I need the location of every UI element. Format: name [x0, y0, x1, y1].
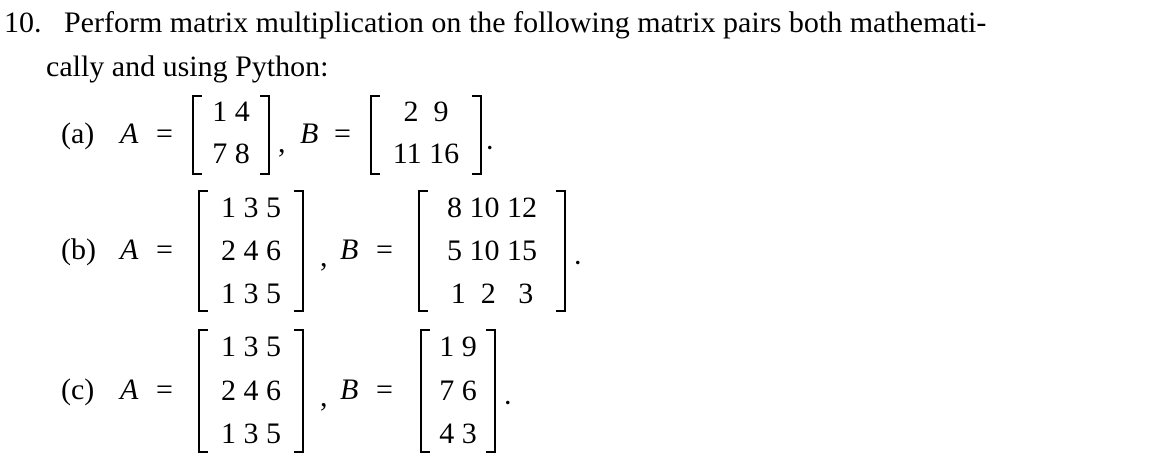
- part-a-matrix-a-name: A: [120, 117, 139, 150]
- matrix-row: 2 4 6: [221, 374, 281, 407]
- part-a-label: (a): [61, 117, 95, 150]
- matrix-row: 4 3: [439, 417, 477, 450]
- matrix-row: 1 3 5: [221, 330, 281, 363]
- part-a-matrix-b-name: B: [300, 117, 319, 150]
- part-b-matrix-b-name: B: [340, 233, 359, 266]
- part-c-matrix-b: [420, 329, 496, 453]
- part-a-period: .: [486, 123, 494, 156]
- part-b-equals-1: =: [156, 233, 173, 266]
- matrix-row: 1 4: [212, 95, 250, 128]
- matrix-row: 1 3 5: [221, 191, 281, 224]
- part-c-matrix-a: [198, 329, 304, 453]
- matrix-row: 7 8: [212, 137, 250, 170]
- matrix-row: 8 10 12: [447, 191, 537, 224]
- part-c-comma: ,: [320, 380, 328, 413]
- matrix-row: 1 2 3: [450, 277, 534, 310]
- part-b-period: .: [574, 238, 582, 271]
- problem-text-line-1: Perform matrix multiplication on the following matrix pairs both mathemati-: [64, 6, 987, 39]
- part-c-matrix-b-name: B: [340, 373, 359, 406]
- problem-number: 10.: [4, 6, 42, 39]
- part-b-label: (b): [61, 233, 96, 266]
- part-a-matrix-a: [192, 95, 270, 175]
- part-c-equals-2: =: [376, 373, 393, 406]
- part-b-matrix-a-name: A: [120, 233, 139, 266]
- part-b-comma: ,: [320, 240, 328, 273]
- matrix-row: 2 9: [403, 95, 449, 128]
- part-a-matrix-b: [370, 95, 482, 175]
- part-b-equals-2: =: [376, 233, 393, 266]
- part-c-matrix-a-name: A: [120, 373, 139, 406]
- matrix-row: 2 4 6: [221, 234, 281, 267]
- part-c-equals-1: =: [156, 373, 173, 406]
- matrix-row: 11 16: [392, 137, 460, 170]
- part-c-label: (c): [61, 373, 95, 406]
- part-a-equals-1: =: [156, 117, 173, 150]
- matrix-row: 5 10 15: [447, 234, 537, 267]
- matrix-row: 1 9: [439, 330, 477, 363]
- part-b-matrix-b: [418, 190, 566, 312]
- part-c-period: .: [504, 378, 512, 411]
- part-a-comma: ,: [278, 126, 286, 159]
- matrix-row: 7 6: [439, 374, 477, 407]
- problem-text-line-2: cally and using Python:: [46, 50, 329, 83]
- matrix-row: 1 3 5: [221, 277, 281, 310]
- part-b-matrix-a: [198, 190, 304, 312]
- matrix-row: 1 3 5: [221, 417, 281, 450]
- part-a-equals-2: =: [334, 117, 351, 150]
